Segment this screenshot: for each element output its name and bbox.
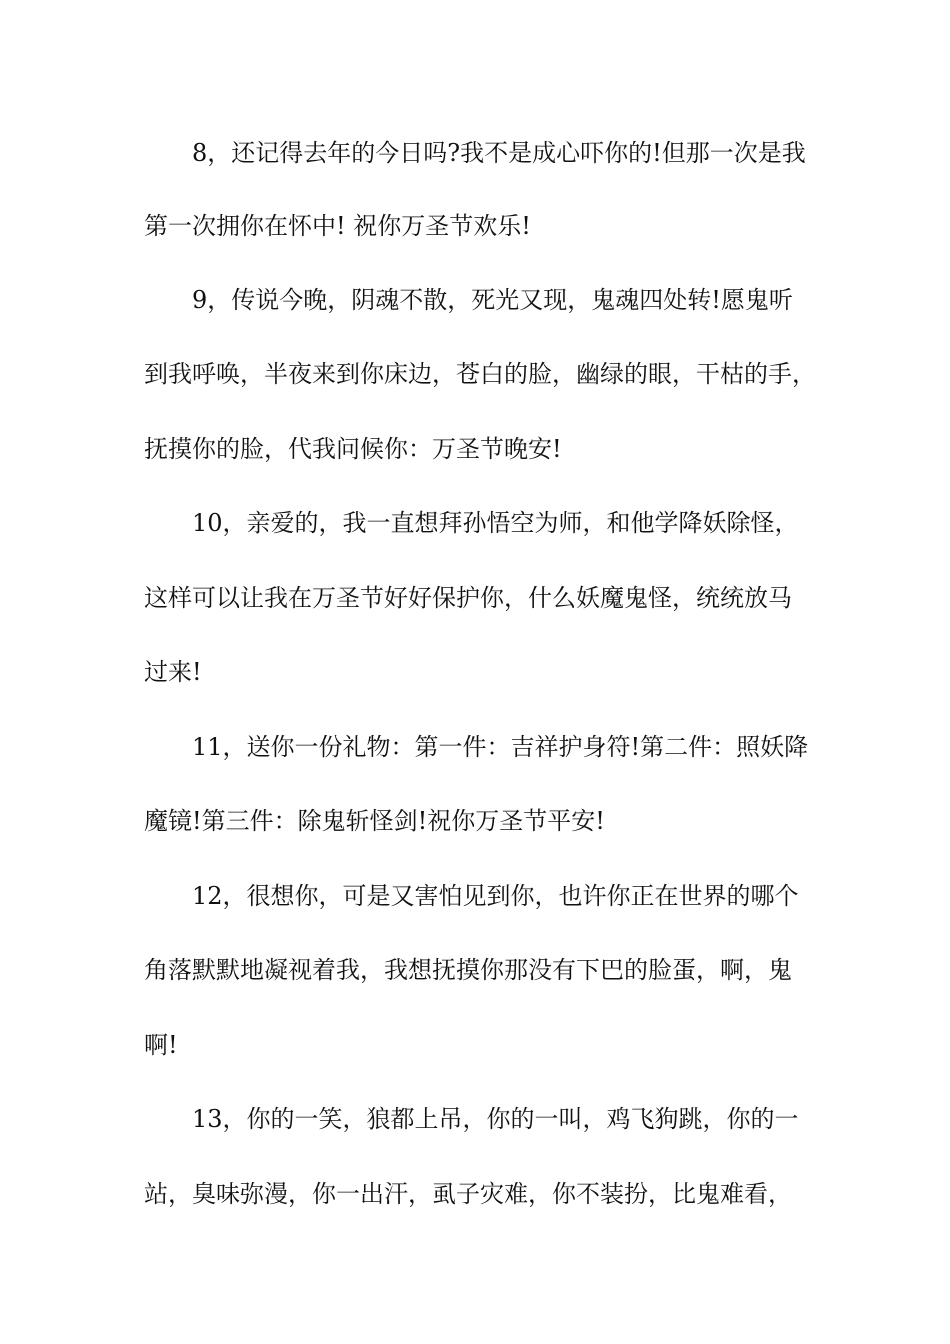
- text-line: 9，传说今晚，阴魂不散，死光又现，鬼魂四处转!愿鬼听: [192, 286, 793, 314]
- text-line: 角落默默地凝视着我，我想抚摸你那没有下巴的脸蛋，啊，鬼: [144, 956, 792, 984]
- text-line: 8，还记得去年的今日吗?我不是成心吓你的!但那一次是我: [192, 139, 806, 167]
- text-line: 站，臭味弥漫，你一出汗，虱子灾难，你不装扮，比鬼难看，: [144, 1180, 792, 1208]
- text-line: 魔镜!第三件：除鬼斩怪剑!祝你万圣节平安!: [144, 807, 605, 835]
- text-line: 11，送你一份礼物：第一件：吉祥护身符!第二件：照妖降: [192, 733, 809, 761]
- text-line: 抚摸你的脸，代我问候你：万圣节晚安!: [144, 435, 562, 463]
- text-line: 第一次拥你在怀中! 祝你万圣节欢乐!: [144, 212, 531, 240]
- text-line: 这样可以让我在万圣节好好保护你，什么妖魔鬼怪，统统放马: [144, 584, 792, 612]
- text-line: 10，亲爱的，我一直想拜孙悟空为师，和他学降妖除怪，: [192, 509, 799, 537]
- text-line: 13，你的一笑，狼都上吊，你的一叫，鸡飞狗跳，你的一: [192, 1105, 799, 1133]
- text-line: 12，很想你，可是又害怕见到你，也许你正在世界的哪个: [192, 882, 799, 910]
- text-line: 啊!: [144, 1031, 178, 1059]
- text-line: 过来!: [144, 658, 202, 686]
- text-line: 到我呼唤，半夜来到你床边，苍白的脸，幽绿的眼，干枯的手，: [144, 360, 816, 388]
